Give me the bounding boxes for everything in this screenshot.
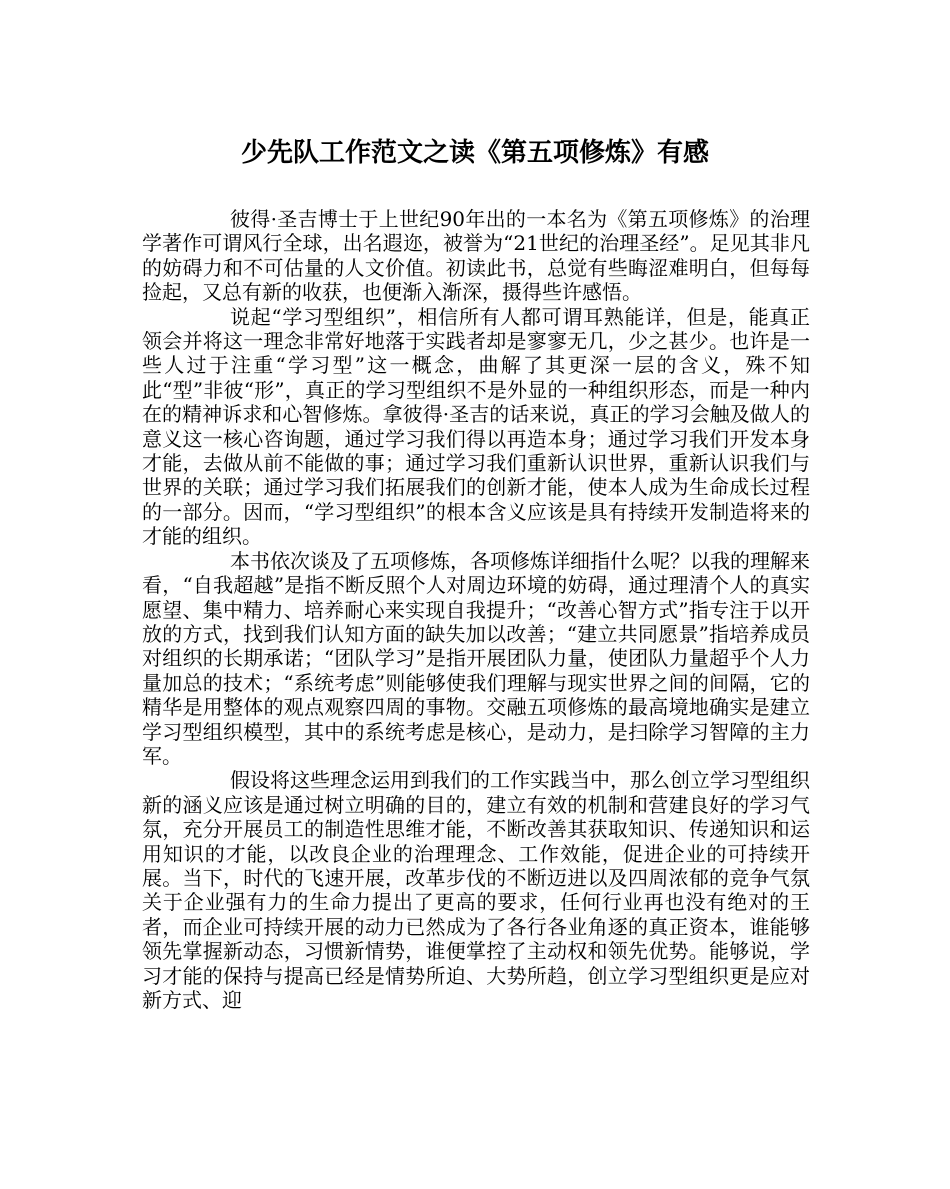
document-title: 少先队工作范文之读《第五项修炼》有感 xyxy=(240,138,709,168)
paragraph-2: 说起“学习型组织”，相信所有人都可谓耳熟能详，但是，能真正领会并将这一理念非常好地落于实践者却是寥寥无几，少之甚少。也许是一些人过于注重“学习型”这一概念，曲解了其更深一层的含义，殊不知此“型”非彼“形”，真正的学习型组织不是外显的一种组织形态，而是一种内在的精神诉求和心智修炼。拿彼得·圣吉的话来说，真正的学习会触及做人的意义这一核心咨询题，通过学习我们得以再造本身；通过学习我们开发本身才能，去做从前不能做的事；通过学习我们重新认识世界，重新认识我们与世界的关联；通过学习我们拓展我们的创新才能，使本人成为生命成长过程的一部分。因而，“学习型组织”的根本含义应该是具有持续开发制造将来的才能的组织。 xyxy=(142,304,810,549)
paragraph-1: 彼得·圣吉博士于上世纪90年出的一本名为《第五项修炼》的治理学著作可谓风行全球，出名遐迩，被誉为“21世纪的治理圣经”。足见其非凡的妨碍力和不可估量的人文价值。初读此书，总觉有些晦涩难明白，但每每捡起，又总有新的收获，也便渐入渐深，摄得些许感悟。 xyxy=(142,207,810,305)
document-body xyxy=(142,207,810,1012)
paragraph-4: 假设将这些理念运用到我们的工作实践当中，那么创立学习型组织新的涵义应该是通过树立明确的目的，建立有效的机制和营建良好的学习气氛，充分开展员工的制造性思维才能，不断改善其获取知识、传递知识和运用知识的才能，以改良企业的治理理念、工作效能，促进企业的可持续开展。当下，时代的飞速开展，改革步伐的不断迈进以及四周浓郁的竞争气氛关于企业强有力的生命力提出了更高的要求，任何行业再也没有绝对的王者，而企业可持续开展的动力已然成为了各行各业角逐的真正资本，谁能够领先掌握新动态，习惯新情势，谁便掌控了主动权和领先优势。能够说，学习才能的保持与提高已经是情势所迫、大势所趋，创立学习型组织更是应对新方式、迎 xyxy=(142,768,810,1012)
paragraph-3: 本书依次谈及了五项修炼，各项修炼详细指什么呢？以我的理解来看，“自我超越”是指不断反照个人对周边环境的妨碍，通过理清个人的真实愿望、集中精力、培养耐心来实现自我提升；“改善心智方式”指专注于以开放的方式，找到我们认知方面的缺失加以改善；“建立共同愿景”指培养成员对组织的长期承诺；“团队学习”是指开展团队力量，使团队力量超乎个人力量加总的技术；“系统考虑”则能够使我们理解与现实世界之间的间隔，它的精华是用整体的观点观察四周的事物。交融五项修炼的最高境地确实是建立学习型组织模型，其中的系统考虑是核心，是动力，是扫除学习智障的主力军。 xyxy=(142,548,810,768)
